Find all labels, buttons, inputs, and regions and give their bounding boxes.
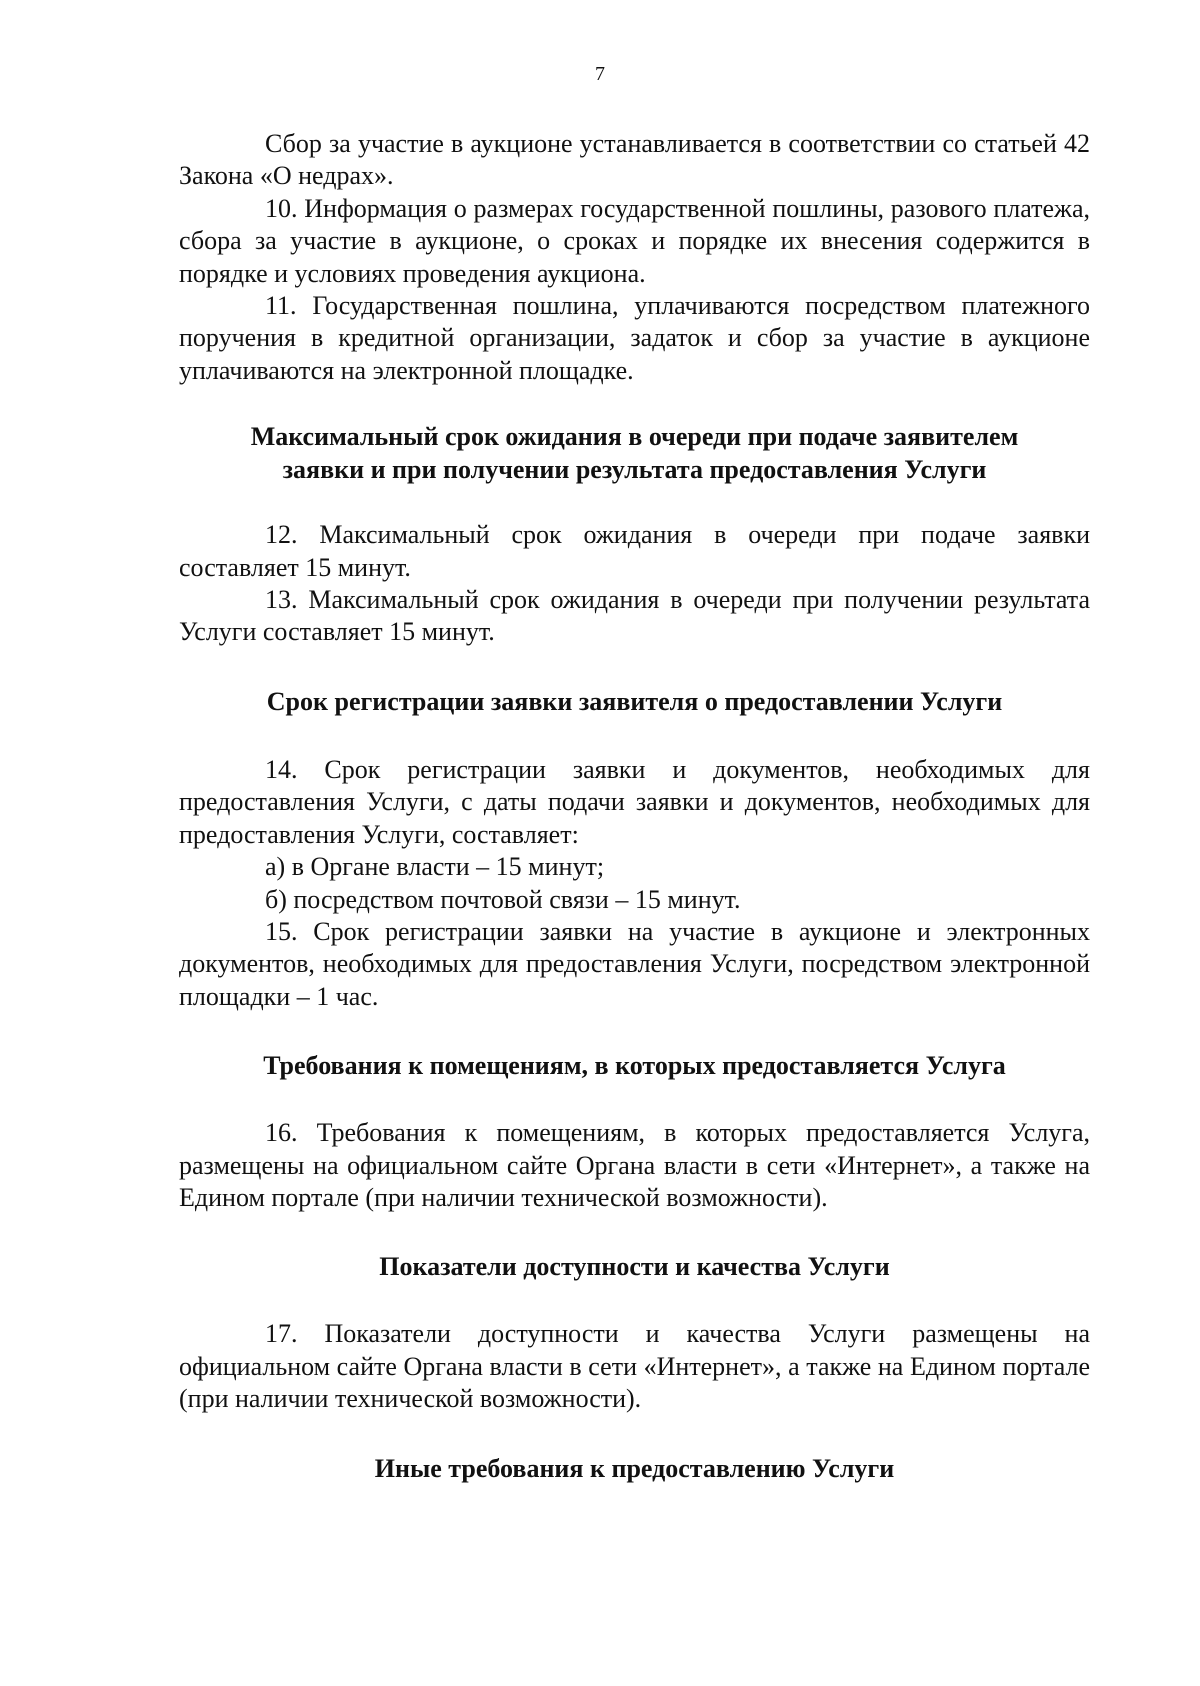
paragraph-17: 17. Показатели доступности и качества Услуги размещены на официальном сайте Органа власти в сети «Интернет», а также на Едином портале (при наличии технической возможности). [179,1319,1090,1414]
page-number: 7 [595,63,605,85]
heading-premises: Требования к помещениям, в которых предоставляется Услуга [263,1051,1006,1081]
paragraph-15: 15. Срок регистрации заявки на участие в аукционе и электронных документов, необходимых для предоставления Услуги, посредством электронной площадки – 1 час. [179,916,1090,1011]
heading-other-requirements: Иные требования к предоставлению Услуги [374,1453,895,1483]
heading-waiting-time [179,420,1090,486]
page-content [179,128,1090,1485]
paragraph-11: 11. Государственная пошлина, уплачиваются посредством платежного поручения в кредитной организации, задаток и сбор за участие в аукционе уплачиваются на электронной площадке. [179,291,1090,385]
paragraph-14-b: б) посредством почтовой связи – 15 минут. [265,884,741,914]
heading-registration-time: Срок регистрации заявки заявителя о предоставлении Услуги [266,686,1003,716]
heading-waiting-time-line2: заявки и при получении результата предоставления Услуги [282,455,987,485]
paragraph-fee: Сбор за участие в аукционе устанавливается в соответствии со статьей 42 Закона «О недрах». [179,129,1090,191]
heading-waiting-time-line1: Максимальный срок ожидания в очереди при подаче заявителем [250,422,1019,452]
paragraph-16: 16. Требования к помещениям, в которых предоставляется Услуга, размещены на официальном сайте Органа власти в сети «Интернет», а также на Едином портале (при наличии технической возможности). [179,1118,1090,1212]
paragraph-10: 10. Информация о размерах государственной пошлины, разового платежа, сбора за участие в аукционе, о сроках и порядке их внесения содержится в порядке и условиях проведения аукциона. [179,193,1090,288]
paragraph-14: 14. Срок регистрации заявки и документов, необходимых для предоставления Услуги, с даты подачи заявки и документов, необходимых для предоставления Услуги, составляет: [179,754,1090,849]
paragraph-14-a: а) в Органе власти – 15 минут; [265,852,605,882]
paragraph-13: 13. Максимальный срок ожидания в очереди при получении результата Услуги составляет 15 минут. [179,585,1090,647]
heading-accessibility: Показатели доступности и качества Услуги [379,1252,890,1282]
paragraph-12: 12. Максимальный срок ожидания в очереди при подаче заявки составляет 15 минут. [179,520,1090,582]
